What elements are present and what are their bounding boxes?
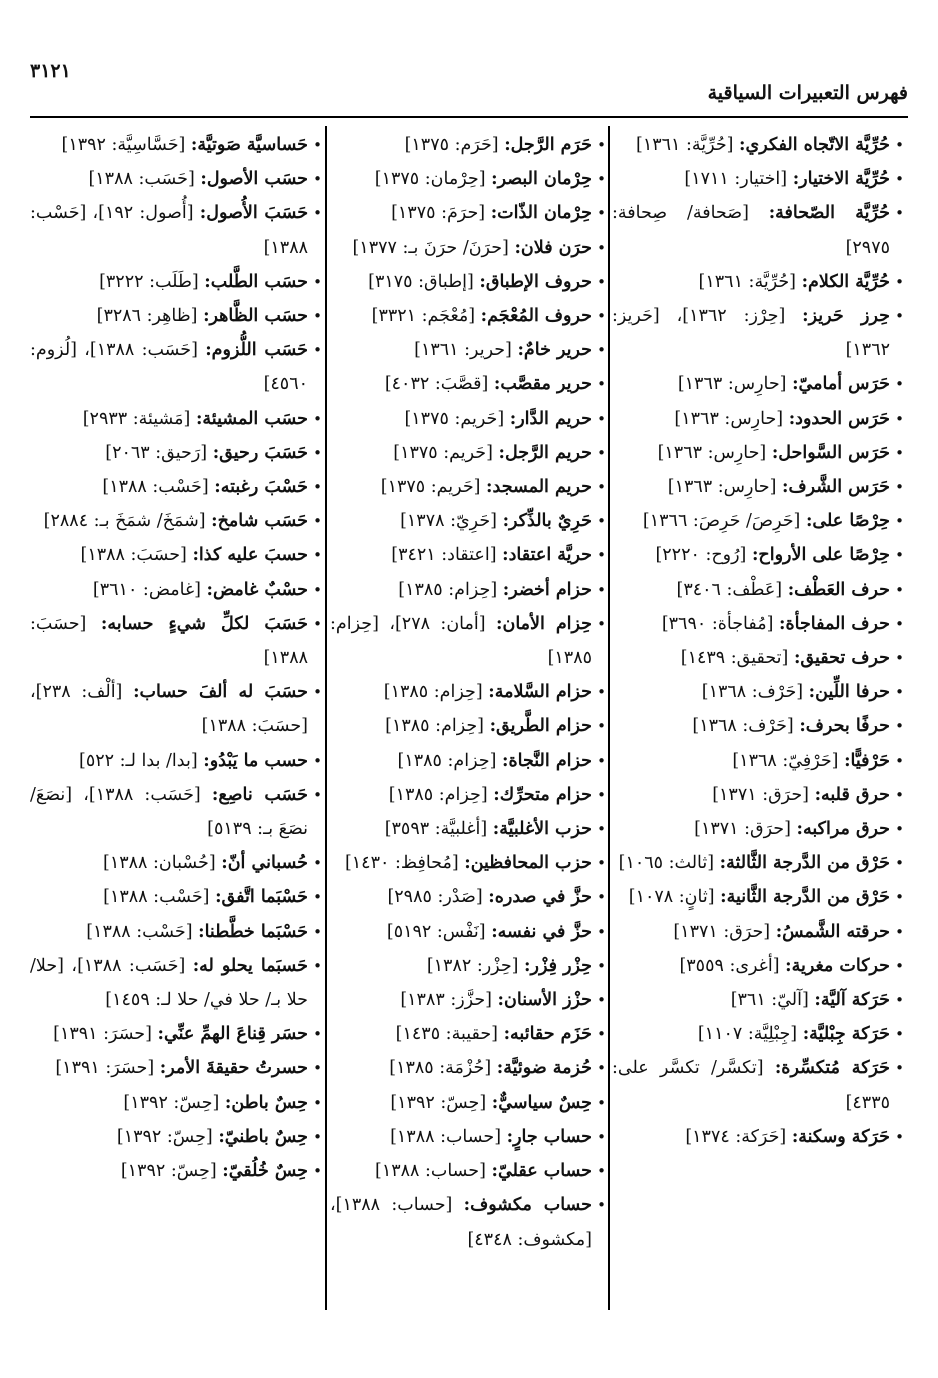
entry-reference: [حَرِيّ: ١٣٧٨]	[400, 511, 497, 532]
entry-reference: [حارِس: ١٣٦٣]	[667, 477, 777, 498]
index-entry	[30, 675, 322, 743]
index-entry	[330, 436, 606, 470]
index-entry	[30, 1017, 322, 1051]
entry-headword: حَسَب ناصِع:	[211, 784, 308, 805]
entry-reference: [قصَّبَ: ٤٠٣٢]	[384, 374, 489, 395]
index-entry	[612, 983, 904, 1017]
index-entry	[30, 402, 322, 436]
entry-reference: [حِزام: ١٣٨٥]	[388, 784, 488, 805]
entry-reference: [حِسّ: ١٣٩٢]	[390, 1092, 487, 1113]
entry-headword: حَرْق من الدَّرجة الثَّالثة:	[719, 853, 890, 874]
entry-headword: حرَن فلان:	[514, 237, 592, 258]
entry-headword: حَسبَما يحلو له:	[192, 955, 308, 976]
entry-headword: حِرز حَريز:	[802, 306, 890, 327]
index-entry	[30, 538, 322, 572]
entry-reference: [حَسَب: ١٣٨٨]، [نصَعَ/ نصَعَ بـ: ٥١٣٩]	[30, 784, 308, 840]
index-entry	[330, 949, 606, 983]
entry-headword: حَسَبَ الأُصول:	[199, 203, 309, 224]
entry-headword: حِسٌ خُلُقيّ:	[222, 1161, 308, 1182]
entry-reference: [حرَنَ/ حرَنَ بـ: ١٣٧٧]	[352, 237, 509, 258]
entry-reference: [حَسْب: ١٣٨٨]	[86, 921, 193, 942]
entry-reference: [إطباق: ٣١٧٥]	[368, 271, 474, 292]
entry-headword: حسرتُ حقيقةَ الأمر:	[159, 1058, 308, 1079]
index-entry	[330, 1154, 606, 1188]
entry-reference: [تحقيق: ١٤٣٩]	[680, 648, 789, 669]
entry-reference: [حارِس: ١٣٦٣]	[657, 442, 767, 463]
column-divider	[608, 126, 610, 1310]
entry-reference: [حِزام: ١٣٨٥]	[383, 682, 483, 703]
index-entry	[612, 573, 904, 607]
page-header	[30, 60, 908, 116]
entry-reference: [حُرِّيَّة: ١٣٦١]	[636, 135, 734, 155]
entry-headword: حِزام الأمان:	[496, 613, 592, 634]
entry-reference: [حزَّز: ١٣٨٣]	[400, 990, 492, 1011]
index-entry	[330, 367, 606, 401]
entry-headword: حَرَكة جِبْليَّة:	[802, 1024, 890, 1045]
entry-reference: [شمَخَ/ شمَخَ بـ: ٢٨٨٤]	[43, 511, 206, 532]
index-entry	[612, 812, 904, 846]
entry-reference: [حارِس: ١٣٦٣]	[674, 408, 784, 429]
entry-headword: حَسْبَما اتَّفق:	[215, 887, 308, 908]
entry-reference: [حرير: ١٣٦١]	[414, 340, 512, 361]
entry-reference: [اختيار: ١٧١١]	[684, 169, 788, 190]
entry-reference: [طَلَب: ٣٢٢٢]	[99, 271, 199, 292]
entry-headword: حِسٌ باطن:	[224, 1092, 308, 1113]
entry-reference: [حَرْف: ١٣٦٨]	[692, 716, 794, 737]
entry-reference: [بدا/ بدا لـ: ٥٢٢]	[79, 750, 198, 771]
entry-reference: [صَحافة/ صِحافة: ٢٩٧٥]	[612, 203, 890, 258]
index-entry	[330, 880, 606, 914]
index-entry	[330, 299, 606, 333]
index-entry	[612, 162, 904, 196]
index-entry	[30, 744, 322, 778]
entry-headword: حَسَبَ رحيق:	[212, 442, 308, 463]
entry-headword: حريَّة اعتقاد:	[502, 545, 592, 566]
index-entry	[30, 880, 322, 914]
index-entry	[30, 1154, 322, 1188]
entry-headword: حرف تحقيق:	[793, 648, 890, 669]
entry-reference: [حُزْمَة: ١٣٨٥]	[389, 1058, 492, 1079]
entry-reference: [رُوح: ٢٢٢٠]	[655, 545, 747, 566]
entry-headword: حساب جارٍ:	[506, 1126, 592, 1147]
entry-headword: حساب مكشوف:	[463, 1195, 592, 1216]
index-entry	[330, 846, 606, 880]
entry-reference: [حُسْبان: ١٣٨٨]	[103, 853, 216, 874]
entry-reference: [أغلبيَّة: ٣٥٩٣]	[384, 819, 488, 840]
entry-reference: [حِرْمان: ١٣٧٥]	[374, 169, 486, 190]
index-entry	[612, 367, 904, 401]
entry-reference: [حَسْب: ١٣٨٨]	[103, 887, 210, 908]
entry-reference: [حسَبَ: ١٣٨٨]	[80, 545, 187, 566]
entry-headword: حسَب الأصول:	[200, 169, 308, 190]
entry-headword: حَرْفيًّا:	[844, 750, 890, 771]
entry-reference: [حَرَم: ١٣٧٥]	[404, 135, 499, 155]
entry-headword: حزام الطَّريق:	[489, 716, 592, 737]
entry-reference: [مُحافِظ: ١٤٣٠]	[344, 853, 459, 874]
column-divider	[325, 126, 327, 1310]
entry-headword: حسبَ عليه كذا:	[192, 545, 308, 566]
index-entry	[330, 983, 606, 1017]
entry-headword: حزام أخضر:	[502, 579, 592, 600]
entry-headword: حَرَم الرَّجل:	[504, 135, 592, 155]
entry-headword: حزام السَّلامة:	[488, 682, 592, 703]
entry-headword: حُسباني أنّ:	[221, 853, 308, 874]
index-entry	[330, 607, 606, 675]
entry-headword: حساب عقليّ:	[491, 1161, 592, 1182]
entry-headword: حَسَب اللُّزوم:	[205, 340, 308, 361]
entry-reference: [حسَرَ: ١٣٩١]	[53, 1024, 152, 1045]
entry-headword: حسَب الظَّاهر:	[203, 306, 308, 327]
index-entry	[330, 265, 606, 299]
entry-headword: حَزَم حقائبه:	[503, 1024, 592, 1045]
entry-reference: [صَدْر: ٢٩٨٥]	[387, 887, 483, 908]
entry-headword: حسَب الطَّلب:	[204, 271, 308, 292]
index-entry	[612, 1120, 904, 1154]
entry-headword: حِسٌ باطنيّ:	[218, 1126, 308, 1147]
index-entry	[30, 265, 322, 299]
entry-reference: [حرَمَ: ١٣٧٥]	[391, 203, 486, 224]
index-entry	[330, 538, 606, 572]
entry-reference: [حِسّ: ١٣٩٢]	[120, 1161, 217, 1182]
index-entry	[330, 778, 606, 812]
index-entry	[330, 1017, 606, 1051]
entry-reference: [آليّ: ٣٦١]	[730, 990, 809, 1011]
entry-reference: [حَرَكة: ١٣٧٤]	[685, 1126, 787, 1147]
entry-reference: [حَرْفِيّ: ١٣٦٨]	[732, 750, 839, 771]
entry-reference: [حَريم: ١٣٧٥]	[393, 442, 493, 463]
index-entry	[330, 333, 606, 367]
page-number: ٣١٢١	[30, 60, 71, 82]
entry-headword: حَرَس أماميّ:	[792, 374, 890, 395]
entry-reference: [ألْف: ٢٣٨]، [حسَبَ: ١٣٨٨]	[30, 682, 308, 737]
entry-headword: حزب المحافظين:	[464, 853, 592, 874]
entry-headword: حُرِّيَّة الاختيار:	[792, 169, 890, 190]
index-column-right	[612, 128, 904, 1310]
index-entry	[30, 299, 322, 333]
entry-reference: [مَشيئة: ٢٩٣٣]	[82, 408, 191, 429]
index-entry	[612, 880, 904, 914]
index-entry	[330, 162, 606, 196]
index-entry	[612, 470, 904, 504]
entry-reference: [حُرِّيَّة: ١٣٦١]	[698, 271, 796, 292]
entry-headword: حَرَكة وسكنة:	[791, 1126, 890, 1147]
entry-reference: [غامض: ٣٦١٠]	[92, 579, 201, 600]
entry-headword: حريم الدَّار:	[509, 408, 592, 429]
index-entry	[30, 162, 322, 196]
entry-headword: حَساسيَّة صَوتيَّة:	[190, 135, 308, 155]
entry-reference: [حَرْف: ١٣٦٨]	[701, 682, 804, 703]
index-entry	[612, 1051, 904, 1119]
index-entry	[30, 573, 322, 607]
entry-reference: [حرَق: ١٣٧١]	[712, 784, 809, 805]
index-entry	[30, 607, 322, 675]
entry-headword: حسَب المشيئة:	[195, 408, 308, 429]
entry-reference: [حَسَب: ١٣٨٨]، [حلا/ حلا بـ/ حلا في/ حلا لـ: ١٤٥٩]	[30, 955, 308, 1011]
entry-reference: [حَسْب: ١٣٨٨]	[102, 477, 209, 498]
running-title: فهرس التعبيرات السياقية	[707, 82, 908, 104]
entry-headword: حسَر قِناعَ الهمِّ عنِّي:	[157, 1024, 308, 1045]
entry-reference: [اعتقاد: ٣٤٢١]	[391, 545, 497, 566]
entry-headword: حِرْمان البصر:	[491, 169, 592, 190]
entry-reference: [حِسّ: ١٣٩٢]	[116, 1126, 213, 1147]
entry-headword: حزام النَّجاة:	[502, 750, 592, 771]
entry-reference: [حِزْر: ١٣٨٢]	[426, 955, 519, 976]
index-entry	[30, 778, 322, 846]
entry-reference: [رَحيق: ٢٠٦٣]	[105, 442, 208, 463]
entry-headword: حِرْصًا على الأرواح:	[751, 545, 890, 566]
entry-reference: [حسَرَ: ١٣٩١]	[55, 1058, 155, 1079]
index-entry	[612, 641, 904, 675]
index-entry	[30, 128, 322, 162]
entry-headword: حرير مقصَّب:	[493, 374, 592, 395]
entry-headword: حرير خامٌ:	[517, 340, 592, 361]
index-entry	[612, 538, 904, 572]
entry-headword: حِسٌ سياسيٌّ:	[491, 1092, 592, 1113]
entry-headword: حَسَب شامخ:	[211, 511, 308, 532]
index-entry	[612, 402, 904, 436]
entry-headword: حروف المُعْجَم:	[480, 306, 592, 327]
entry-reference: [أغرى: ٣٥٥٩]	[679, 955, 780, 976]
index-entry	[30, 470, 322, 504]
index-entry	[30, 1120, 322, 1154]
entry-headword: حَرَكة آليَّة:	[814, 990, 890, 1011]
entry-headword: حِرْصًا على:	[805, 511, 890, 532]
entry-reference: [حِزام: ١٣٨٥]	[397, 750, 497, 771]
index-entry	[612, 1017, 904, 1051]
index-entry	[612, 675, 904, 709]
index-entry	[330, 470, 606, 504]
entry-reference: [أُصول: ١٩٢]، [حَسْب: ١٣٨٨]	[30, 203, 308, 258]
index-entry	[612, 265, 904, 299]
index-entry	[330, 1086, 606, 1120]
entry-headword: حَرَس الحدود:	[788, 408, 890, 429]
entry-headword: حسَبَ له ألفَ حساب:	[133, 682, 308, 703]
entry-headword: حزب الأغلبيَّة:	[492, 819, 592, 840]
index-entry	[612, 436, 904, 470]
index-entry	[30, 949, 322, 1017]
entry-headword: حِرْمان الذّات:	[490, 203, 592, 224]
index-entry	[330, 709, 606, 743]
entry-headword: حَسْبَ رغبته:	[214, 477, 308, 498]
entry-headword: حريم المسجد:	[486, 477, 592, 498]
entry-reference: [حِزام: ١٣٨٥]	[398, 579, 498, 600]
index-entry	[30, 846, 322, 880]
entry-headword: حرف المفاجأة:	[779, 613, 890, 634]
entry-headword: حزام متحرِّك:	[493, 784, 592, 805]
entry-headword: حرفا اللِّين:	[808, 682, 890, 703]
entry-headword: حزْز الأسنان:	[497, 990, 592, 1011]
entry-headword: حُرِّيَّة الاتّجاه الفكري:	[739, 135, 890, 155]
entry-reference: [عَطْف: ٣٤٠٦]	[676, 579, 783, 600]
index-entry	[30, 1086, 322, 1120]
entry-headword: حرقته الشَّمسُ:	[775, 921, 890, 942]
index-entry	[330, 196, 606, 230]
entry-reference: [حِسّ: ١٣٩٢]	[123, 1092, 220, 1113]
index-entry	[330, 744, 606, 778]
entry-reference: [حساب: ١٣٨٨]	[374, 1161, 486, 1182]
entry-reference: [ثالث: ١٠٦٥]	[618, 853, 715, 874]
entry-reference: [حسَبَ: ١٣٨٨]	[30, 613, 308, 669]
entry-reference: [حَريم: ١٣٧٥]	[380, 477, 481, 498]
entry-headword: حريم الرَّجل:	[498, 442, 592, 463]
entry-headword: حرف العَطْف:	[787, 579, 890, 600]
entry-headword: حَسْبَما خطَّطنا:	[198, 921, 308, 942]
entry-headword: حَسَبَ لكلِّ شيءٍ حسابه:	[100, 613, 308, 634]
index-entry	[612, 949, 904, 983]
entry-headword: حزَّ في نفسه:	[491, 921, 592, 942]
entry-headword: حسب ما يَبْدُو:	[203, 750, 308, 771]
entry-reference: [أمان: ٢٧٨]، [حِزام: ١٣٨٥]	[330, 613, 592, 669]
index-entry	[330, 231, 606, 265]
index-entry	[330, 1188, 606, 1256]
entry-reference: [حساب: ١٣٨٨]، [مكشوف: ٤٣٤٨]	[330, 1195, 592, 1250]
index-entry	[612, 299, 904, 367]
entry-headword: حِزْر فِزْر:	[524, 955, 592, 976]
entry-reference: [حقيبة: ١٤٣٥]	[395, 1024, 499, 1045]
entry-headword: حَرَس السَّواحل:	[771, 442, 890, 463]
entry-headword: حرق قلبه:	[814, 784, 890, 805]
index-entry	[330, 128, 606, 162]
entry-headword: حروف الإطباق:	[479, 271, 592, 292]
index-entry	[330, 812, 606, 846]
index-entry	[612, 504, 904, 538]
index-entry	[30, 915, 322, 949]
index-entry	[30, 436, 322, 470]
entry-headword: حَرِيٌ بالذِّكر:	[502, 511, 592, 532]
entry-reference: [حِرْز: ١٣٦٢]، [حَريز: ١٣٦٢]	[612, 306, 890, 361]
entry-headword: حرق مراكبه:	[796, 819, 890, 840]
index-column-middle	[330, 128, 606, 1310]
entry-reference: [مُفاجأة: ٣٦٩٠]	[661, 613, 774, 634]
entry-reference: [حَرِصَ/ حَرِصَ: ١٣٦٦]	[642, 511, 801, 532]
index-entry	[330, 504, 606, 538]
entry-reference: [حرَق: ١٣٧١]	[673, 921, 771, 942]
entry-headword: حَرْق من الدَّرجة الثَّانية:	[720, 887, 890, 908]
entry-reference: [نَفْس: ٥١٩٢]	[386, 921, 486, 942]
entry-headword: حُرِّيَّة الكلام:	[801, 271, 890, 292]
entry-headword: حَرَس الشَّرف:	[782, 477, 890, 498]
index-entry	[612, 915, 904, 949]
entry-reference: [مُعْجَم: ٣٣٢١]	[371, 306, 476, 327]
index-entry	[30, 1051, 322, 1085]
header-rule	[30, 116, 908, 118]
entry-headword: حُرِّيَّة الصّحافة:	[768, 203, 890, 224]
entry-reference: [حَسَب: ١٣٨٨]	[88, 169, 195, 190]
index-entry	[612, 846, 904, 880]
entry-reference: [ظاهِر: ٣٢٨٦]	[96, 306, 198, 327]
entry-reference: [حارِس: ١٣٦٣]	[677, 374, 787, 395]
entry-reference: [ثانٍ: ١٠٧٨]	[628, 887, 715, 908]
index-entry	[330, 1051, 606, 1085]
entry-reference: [حرَق: ١٣٧١]	[694, 819, 791, 840]
index-entry	[612, 607, 904, 641]
index-entry	[30, 196, 322, 264]
index-entry	[330, 573, 606, 607]
index-entry	[612, 709, 904, 743]
entry-reference: [جِبْلِيَّة: ١١٠٧]	[697, 1024, 798, 1045]
index-entry	[612, 128, 904, 162]
index-entry	[30, 333, 322, 401]
entry-reference: [تكسَّر/ تكسَّر على: ٤٣٣٥]	[612, 1058, 890, 1113]
entry-headword: حَرَكة مُتكسِّرة:	[774, 1058, 890, 1079]
index-column-left	[30, 128, 322, 1310]
entry-headword: حسْبٌ غامض:	[206, 579, 308, 600]
entry-reference: [حَسَب: ١٣٨٨]، [لُزوم: ٤٥٦٠]	[30, 340, 308, 395]
index-entry	[330, 402, 606, 436]
index-entry	[330, 1120, 606, 1154]
entry-headword: حركات مغرية:	[785, 955, 890, 976]
index-entry	[612, 196, 904, 264]
entry-reference: [حَسَّاسِيَّة: ١٣٩٢]	[61, 135, 186, 155]
index-entry	[612, 744, 904, 778]
index-entry	[330, 915, 606, 949]
entry-headword: حرفًا بحرف:	[799, 716, 890, 737]
index-entry	[612, 778, 904, 812]
entry-headword: حزَّ في صدره:	[488, 887, 592, 908]
index-entry	[330, 675, 606, 709]
entry-reference: [حساب: ١٣٨٨]	[390, 1126, 502, 1147]
entry-headword: حُزمة ضوئيَّة:	[496, 1058, 592, 1079]
entry-reference: [حِزام: ١٣٨٥]	[385, 716, 485, 737]
index-entry	[30, 504, 322, 538]
entry-reference: [حَريم: ١٣٧٥]	[404, 408, 505, 429]
